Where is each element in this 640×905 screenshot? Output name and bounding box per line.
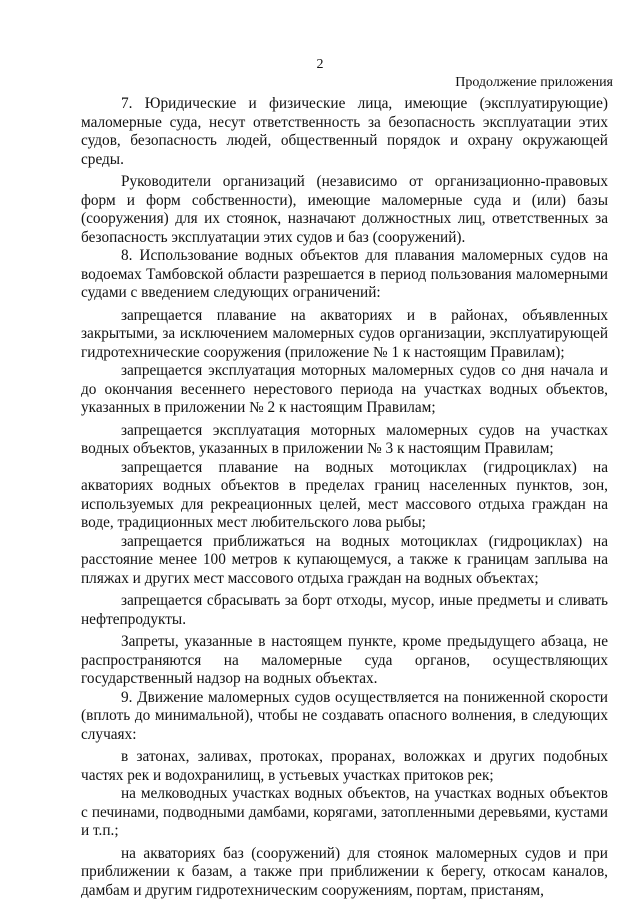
slow-speed-bases: на акваториях баз (сооружений) для стоянок маломерных судов и при приближении к базам, а также при приближении к берегу, откосам каналов, дамбам и другим гидротехническим сооружениям, портам, пристаням,	[81, 844, 608, 899]
restriction-spawning-period: запрещается эксплуатация моторных маломерных судов со дня начала и до окончания весеннего нерестового периода на участках водных объектов, указанных в приложении № 2 к настоящим Правилам;	[81, 362, 608, 416]
page-number: 2	[316, 57, 324, 72]
restriction-jetski-areas: запрещается плавание на водных мотоциклах (гидроциклах) на акваториях водных объектов в пределах границ населенных пунктов, зон, используемых для рекреационных целей, мест массового отдыха граждан на воде, традиционных мест любительского лова рыбы;	[81, 458, 608, 531]
slow-speed-shallows: на мелководных участках водных объектов, на участках водных объектов с печинами, подводными дамбами, корягами, затопленными деревьями, кустами и т.п.;	[81, 785, 608, 839]
restriction-closed-areas: запрещается плавание на акваториях и в районах, объявленных закрытыми, за исключением маломерных судов организации, эксплуатирующей гидротехнические сооружения (приложение № 1 к настоящим Правилам);	[81, 306, 608, 361]
restriction-motor-vessels: запрещается эксплуатация моторных маломерных судов на участках водных объектов, указанных в приложении № 3 к настоящим Правилам;	[81, 421, 608, 457]
paragraph-9: 9. Движение маломерных судов осуществляется на пониженной скорости (вплоть до минимальной), чтобы не создавать опасного волнения, в следующих случаях:	[81, 688, 608, 743]
paragraph-7: 7. Юридические и физические лица, имеющие (эксплуатирующие) маломерные суда, несут ответственность за безопасность эксплуатации этих судов, безопасность людей, общественный порядок и охрану окружающей среды.	[81, 95, 608, 168]
paragraph-8: 8. Использование водных объектов для плавания маломерных судов на водоемах Тамбовской области разрешается в период пользования маломерными судами с введением следующих ограничений:	[81, 247, 608, 301]
paragraph-exemptions: Запреты, указанные в настоящем пункте, кроме предыдущего абзаца, не распространяются на маломерные суда органов, осуществляющих государственный надзор на водных объектах.	[81, 633, 608, 687]
continuation-label: Продолжение приложения	[455, 75, 613, 90]
restriction-dumping: запрещается сбрасывать за борт отходы, мусор, иные предметы и сливать нефтепродукты.	[81, 592, 608, 628]
paragraph-managers: Руководители организаций (независимо от организационно-правовых форм и форм собственности), имеющие маломерные суда и (или) базы (сооружения) для их стоянок, назначают должностных лиц, ответственных за безопасность эксплуатации этих судов и баз (сооружений).	[81, 173, 608, 246]
slow-speed-backwaters: в затонах, заливах, протоках, проранах, воложках и других подобных частях рек и водохранилищ, в устьевых участках притоков рек;	[81, 748, 608, 784]
restriction-jetski-distance: запрещается приближаться на водных мотоциклах (гидроциклах) на расстояние менее 100 метров к купающемуся, а также к границам заплыва на пляжах и других мест массового отдыха граждан на водных объектах;	[81, 532, 608, 587]
document-body	[81, 95, 608, 900]
